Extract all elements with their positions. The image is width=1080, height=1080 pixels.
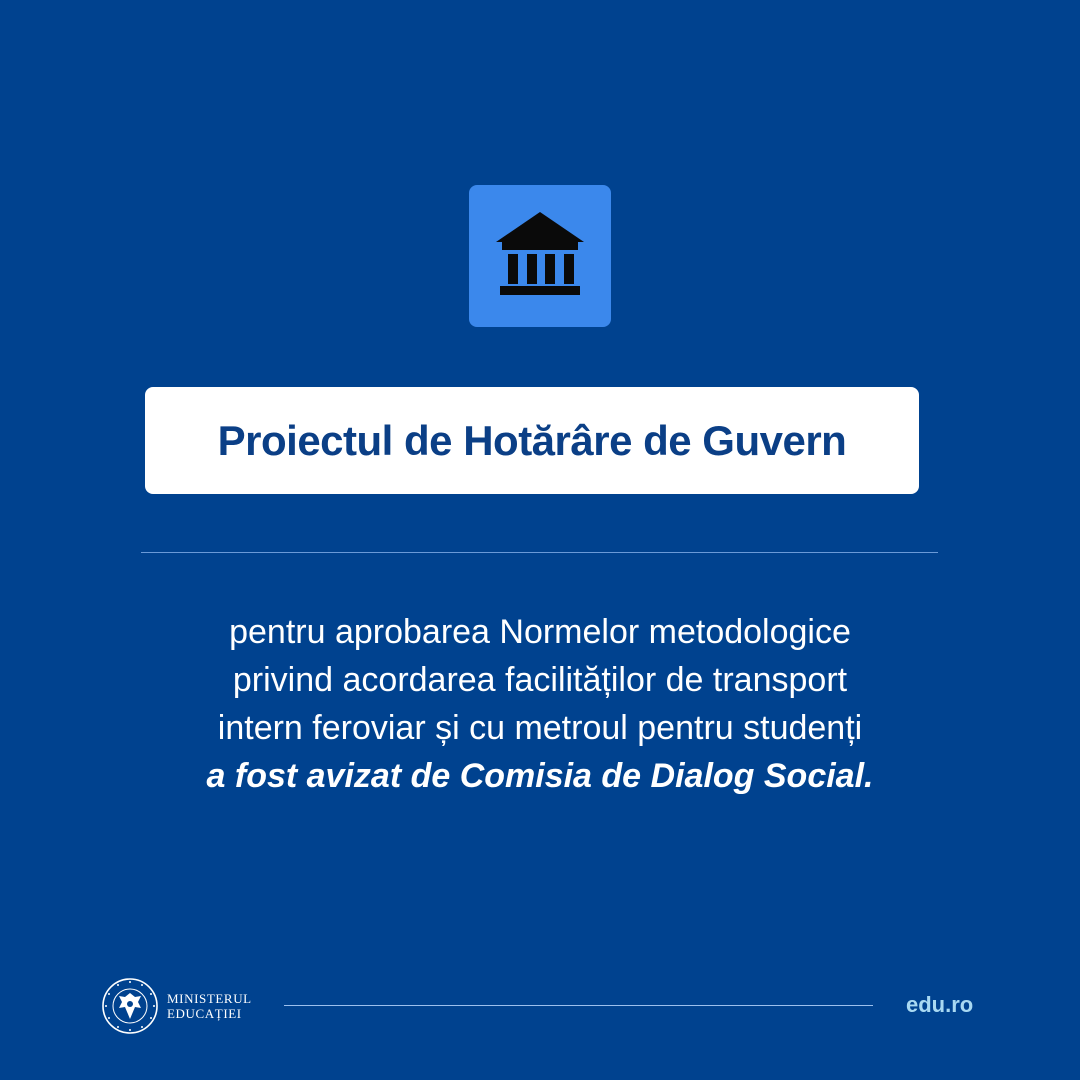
body-line: pentru aprobarea Normelor metodologice — [229, 613, 851, 651]
ministry-line1: MINISTERUL — [167, 991, 252, 1006]
title-box — [145, 387, 919, 494]
divider-top — [141, 552, 938, 553]
icon-tile — [469, 185, 611, 327]
website-link[interactable]: edu.ro — [906, 992, 974, 1017]
ministry-name — [167, 991, 252, 1021]
government-building-icon — [492, 208, 588, 304]
divider-bottom — [284, 1005, 873, 1006]
body-text — [100, 608, 980, 800]
guvernul-romaniei-seal — [101, 977, 159, 1035]
body-line: intern feroviar și cu metroul pentru studenți — [217, 709, 863, 747]
page-title: Proiectul de Hotărâre de Guvern — [217, 416, 847, 464]
ministry-logo — [101, 977, 252, 1035]
body-emphasis: a fost avizat de Comisia de Dialog Social. — [206, 757, 874, 795]
body-line: privind acordarea facilităților de transport — [232, 661, 848, 699]
ministry-line2: EDUCAȚIEI — [167, 1006, 242, 1021]
